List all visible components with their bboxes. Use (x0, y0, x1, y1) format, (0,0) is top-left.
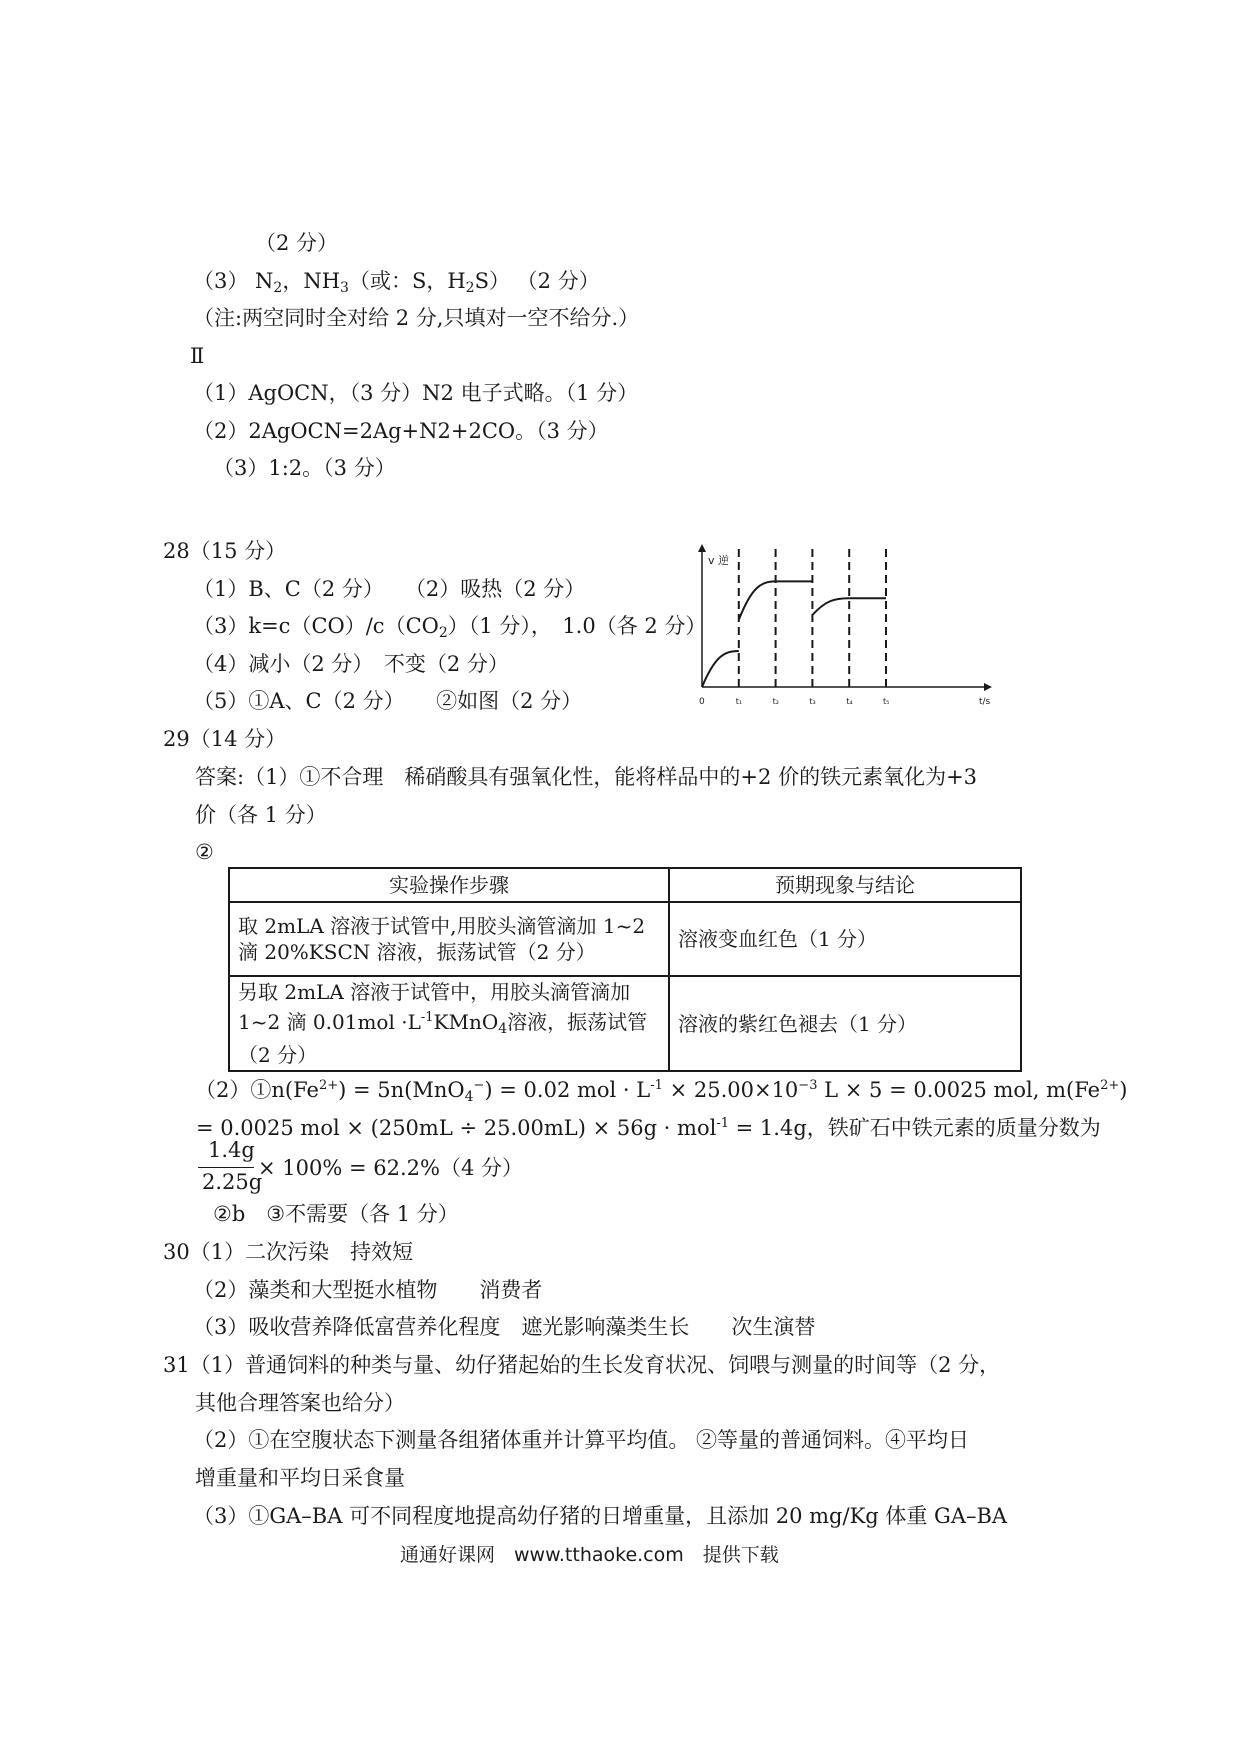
q30-answer-3: （3）吸收营养降低富营养化程度 遮光影响藻类生长 次生演替 (193, 1315, 816, 1339)
q29-calc-line-1 (195, 1072, 1127, 1111)
calc1-sup3: -1 (650, 1078, 663, 1093)
table-cell-operation (229, 976, 669, 1071)
table-cell-result: 溶液的紫红色褪去（1 分） (669, 976, 1021, 1071)
calc1-a: （2）①n(Fe (195, 1078, 319, 1102)
calc2-b: = 1.4g，铁矿石中铁元素的质量分数为 (728, 1116, 1101, 1140)
experiment-table (228, 867, 1022, 1072)
part2-answer-1: （1）AgOCN，（3 分）N2 电子式略。（1 分） (193, 381, 639, 405)
calc1-e: L × 5 = 0.0025 mol, m(Fe (817, 1078, 1101, 1102)
rate-time-chart (690, 540, 1000, 710)
y-axis-arrow (698, 544, 706, 552)
op2-pre: 另取 2mLA 溶液于试管中，用胶头滴管滴加 1~2 滴 0.01mol ·L (238, 980, 631, 1034)
calc1-sub: 4 (464, 1089, 474, 1105)
section-roman-two: Ⅱ (190, 344, 205, 368)
score-note: （2 分） (255, 231, 339, 255)
table-header-operation: 实验操作步骤 (229, 868, 669, 902)
x-tick-label: t₂ (772, 697, 779, 706)
q29-heading: 29（14 分） (163, 727, 287, 751)
rate-curve-segment (702, 651, 739, 687)
h2s-subscript: 2 (465, 280, 475, 296)
q28-heading: 28（15 分） (163, 539, 287, 563)
q28-answer-5: （5）①A、C（2 分） ②如图（2 分） (193, 689, 583, 713)
calc1-sup5: 2+ (1100, 1078, 1120, 1093)
q31-answer-2: （2）①在空腹状态下测量各组猪体重并计算平均值。 ②等量的普通饲料。④平均日 (193, 1428, 970, 1452)
x-axis-arrow (984, 683, 992, 691)
table-cell-result: 溶液变血红色（1 分） (669, 902, 1021, 976)
n2-subscript: 2 (273, 280, 283, 296)
table-header-row (229, 868, 1021, 902)
x-tick-label: t₄ (846, 697, 853, 706)
q28-answer-4: （4）减小（2 分） 不变（2 分） (193, 652, 509, 676)
q28-answer-3-pre: （3）k=c（CO）/c（CO (193, 614, 439, 638)
table-row (229, 976, 1021, 1071)
x-tick-label: t₃ (809, 697, 816, 706)
rate-curve-segment (812, 598, 849, 615)
q29-circled-2: ② (195, 840, 214, 864)
calc1-sup1: 2+ (318, 1078, 339, 1093)
calc1-sup4: −3 (798, 1078, 818, 1093)
y-axis-label: v 逆 (708, 554, 730, 567)
origin-label: 0 (699, 697, 705, 707)
nh3-subscript: 3 (340, 280, 349, 296)
op2-mid: KMnO (433, 1010, 499, 1034)
calc1-c: ) = 0.02 mol · L (484, 1078, 651, 1102)
co2-subscript: 2 (438, 625, 448, 641)
note-line: （注:两空同时全对给 2 分,只填对一空不给分.） (193, 306, 640, 330)
calc1-b: ) = 5n(MnO (338, 1078, 465, 1102)
calc2-sup: -1 (716, 1116, 729, 1131)
chart-axes (698, 544, 992, 707)
q31-answer-2-cont: 增重量和平均日采食量 (195, 1466, 405, 1490)
calc1-d: × 25.00×10 (662, 1078, 799, 1102)
chart-marks (702, 548, 886, 687)
calc1-f: ) (1119, 1078, 1128, 1102)
q28-answer-1-2: （1）B、C（2 分） （2）吸热（2 分） (193, 577, 586, 601)
x-tick-label: t₁ (735, 697, 743, 706)
answer-3-line (193, 267, 600, 302)
answer-3-mid2: （或：S，H (348, 269, 466, 293)
rate-curve-segment (739, 581, 776, 619)
fraction-result: × 100% = 62.2%（4 分） (258, 1156, 524, 1180)
table-cell-operation: 取 2mLA 溶液于试管中,用胶头滴管滴加 1~2 滴 20%KSCN 溶液，振荡试管（2 分） (229, 902, 669, 976)
q30-answer-2: （2）藻类和大型挺水植物 消费者 (193, 1278, 543, 1302)
part2-answer-2: （2）2AgOCN=2Ag+N2+2CO。（3 分） (193, 419, 609, 443)
part2-answer-3: （3）1:2。（3 分） (213, 456, 396, 480)
op2-post: 溶液，振荡试管（2 分） (238, 1010, 648, 1067)
q29-calc-line-2 (196, 1110, 1101, 1142)
calc1-sup2: − (473, 1078, 485, 1093)
fraction-denominator: 2.25g (202, 1170, 263, 1194)
fraction-numerator: 1.4g (208, 1138, 255, 1162)
q31-answer-3: （3）①GA–BA 可不同程度地提高幼仔猪的日增重量，且添加 20 mg/Kg 体重 GA–BA (193, 1504, 1008, 1528)
x-tick-label: t₅ (883, 697, 890, 706)
table-header-result: 预期现象与结论 (669, 868, 1021, 902)
q30-answer-1: 30（1）二次污染 持效短 (163, 1240, 414, 1264)
page-footer: 通通好课网 www.tthaoke.com 提供下载 (400, 1544, 779, 1566)
op2-superscript: -1 (420, 1010, 434, 1025)
q29-answer-3: ②b ③不需要（各 1 分） (213, 1202, 459, 1226)
q29-answer-1: 答案:（1）①不合理 稀硝酸具有强氧化性，能将样品中的+2 价的铁元素氧化为+3 (195, 765, 978, 789)
op2-subscript: 4 (498, 1021, 508, 1037)
answer-3-mid: ，NH (282, 269, 341, 293)
q28-answer-3-post: ）（1 分）， 1.0（各 2 分） (447, 614, 707, 638)
answer-3-post: S） （2 分） (474, 269, 600, 293)
q31-answer-1-cont: 其他合理答案也给分） (195, 1391, 405, 1415)
q31-answer-1: 31（1）普通饲料的种类与量、幼仔猪起始的生长发育状况、饲喂与测量的时间等（2 分， (163, 1353, 1001, 1377)
q29-answer-1-cont: 价（各 1 分） (195, 803, 327, 827)
q28-answer-3 (193, 612, 706, 647)
table-row (229, 902, 1021, 976)
x-axis-label: t/s (979, 697, 991, 707)
answer-3-pre: （3） N (193, 269, 274, 293)
calc2-a: = 0.0025 mol × (250mL ÷ 25.00mL) × 56g · mol (196, 1116, 717, 1140)
fraction-bar (198, 1167, 254, 1168)
